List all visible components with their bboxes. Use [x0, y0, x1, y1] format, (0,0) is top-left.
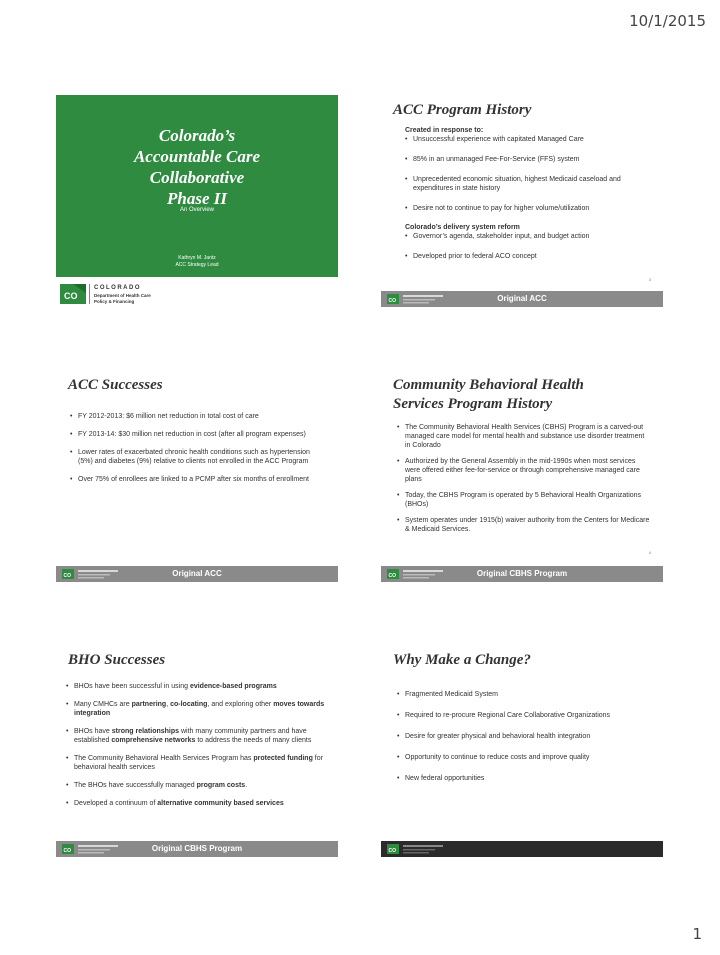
page-number: 1	[692, 925, 702, 943]
svg-text:Department of Health Care: Department of Health Care	[94, 293, 151, 298]
presentation-title: Colorado’s Accountable Care Collaborative Phase II	[133, 126, 261, 208]
slide-why-change	[381, 645, 663, 857]
slide-body: • FY 2012-2013: $6 million net reduction in total cost of care • FY 2013-14: $30 million net reduction in cost (after all program expenses) • Lower rates of exacerbated chronic health conditions such as hypertension (5%) and diabetes (9%) relative to clients not enrolled in the ACC Program • Over 75% of enrollees are linked to a PCMP after six months of enrollment	[70, 412, 318, 484]
slide-number: 3	[648, 277, 651, 282]
author-block: Kathryn M. Jantz ACC Strategy Lead	[175, 255, 219, 268]
slide-footer	[381, 291, 663, 307]
slide-heading: ACC Program History	[393, 102, 532, 118]
slide-body: • Fragmented Medicaid System • Required to re-procure Regional Care Collaborative Organizations • Desire for greater physical and behavioral health integration • Opportunity to continue to reduce costs and improve quality • New federal opportunities	[397, 690, 651, 783]
footer-label: Original ACC	[172, 569, 222, 578]
svg-text:CO: CO	[388, 573, 396, 579]
slide-heading: ACC Successes	[68, 377, 163, 393]
slide-heading: Why Make a Change?	[393, 652, 531, 668]
slide-footer	[381, 841, 663, 857]
presentation-subtitle: An Overview	[179, 207, 214, 213]
print-date: 10/1/2015	[629, 12, 706, 30]
slide-body: Created in response to: • Unsuccessful experience with capitated Managed Care • 85% in an unmanaged Fee-For-Service (FFS) system • Unprecedented economic situation, highest Medicaid caseload and expenditures in state history • Desire not to continue to pay for higher volume/utilization Colorado’s delivery system reform • Governor’s agenda, stakeholder input, and budget action • Developed prior to federal ACO concept	[405, 126, 651, 261]
slide-heading: BHO Successes	[68, 652, 166, 668]
slide-title	[56, 95, 338, 307]
slide-bho-successes	[56, 645, 338, 857]
svg-text:CO: CO	[63, 573, 71, 579]
slide-acc-history	[381, 95, 663, 307]
svg-text:CO: CO	[388, 848, 396, 854]
slide-body: • BHOs have been successful in using evidence-based programs • Many CMHCs are partnering, co-locating, and exploring other moves towards integration • BHOs have strong relationships with many community partners and have established comprehensive networks to address the needs of many clients • The Community Behavioral Health Services Program has protected funding for behavioral health services • The BHOs have successfully managed program costs. • Developed a continuum of alternative community based services	[66, 682, 334, 808]
svg-text:COLORADO: COLORADO	[94, 285, 141, 291]
slide-cbhs-history	[381, 370, 663, 582]
slide-acc-successes	[56, 370, 338, 582]
slide-body: • The Community Behavioral Health Services (CBHS) Program is a carved-out managed care model for mental health and substance use disorder treatment in Colorado • Authorized by the General Assembly in the mid-1990s when most services were offered either fee-for-service or through comprehensive managed care plans • Today, the CBHS Program is operated by 5 Behavioral Health Organizations (BHOs) • System operates under 1915(b) waiver authority from the Centers for Medicare & Medicaid Services.	[397, 423, 651, 534]
slide-footer	[56, 566, 338, 582]
svg-text:CO: CO	[63, 848, 71, 854]
footer-label: Original CBHS Program	[476, 569, 568, 578]
slide-number: 4	[648, 550, 651, 555]
footer-label: Original ACC	[497, 294, 547, 303]
colorado-hcpf-logo	[385, 842, 455, 856]
slide-heading: Community Behavioral Health Services Program History	[393, 377, 584, 412]
svg-text:CO: CO	[64, 291, 78, 301]
slide-footer	[381, 566, 663, 582]
svg-text:Policy & Financing: Policy & Financing	[94, 299, 135, 304]
colorado-hcpf-logo	[56, 281, 338, 307]
svg-text:CO: CO	[388, 298, 396, 304]
footer-label: Original CBHS Program	[151, 844, 243, 853]
title-panel	[56, 95, 338, 277]
slide-footer	[56, 841, 338, 857]
